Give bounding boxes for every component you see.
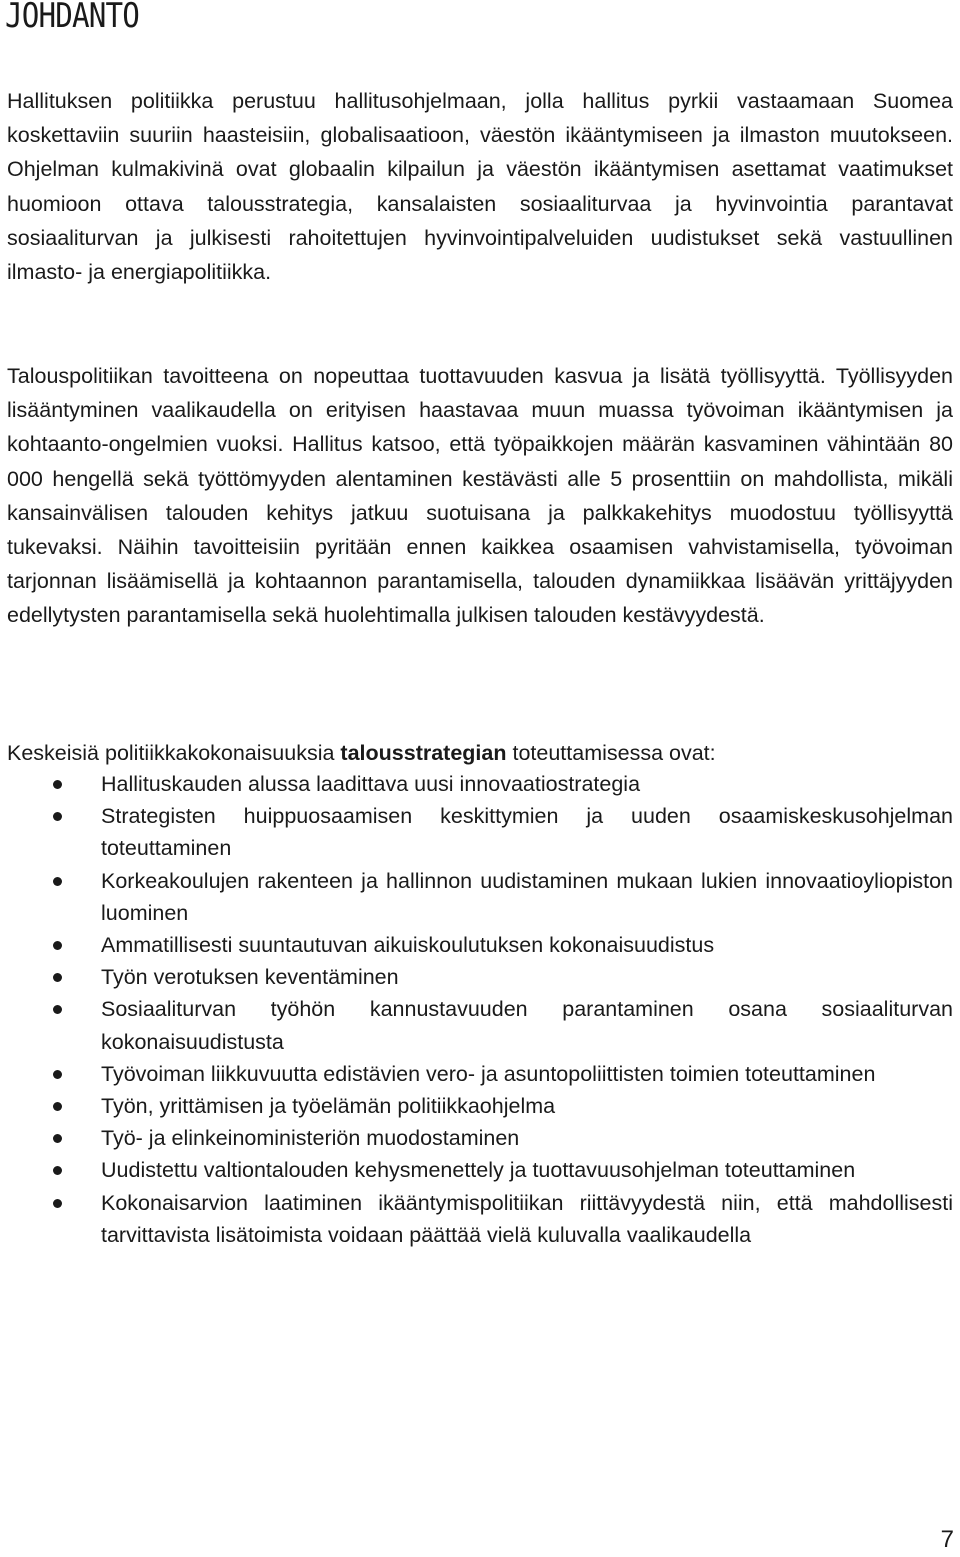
list-item-text: Hallituskauden alussa laadittava uusi innovaatiostrategia <box>101 772 641 796</box>
policy-bullet-list <box>0 768 960 1251</box>
list-item-text: Työ- ja elinkeinoministeriön muodostaminen <box>101 1126 520 1151</box>
list-item-text: Työvoiman liikkuvuutta edistävien vero- ja asuntopoliittisten toimien toteuttaminen <box>101 1061 876 1086</box>
list-intro-text-before: Keskeisiä politiikkakokonaisuuksia <box>7 741 341 765</box>
bullet-icon <box>53 1134 62 1143</box>
list-item <box>0 1154 953 1186</box>
bullet-icon <box>53 780 62 789</box>
page-heading: JOHDANTO <box>5 0 139 36</box>
paragraph-intro: Hallituksen politiikka perustuu hallitusohjelmaan, jolla hallitus pyrkii vastaamaan Suomea koskettaviin suuriin haasteisiin, globalisaatioon, väestön ikääntymiseen ja ilmaston muutokseen. Ohjelman kulmakivinä ovat globaalin kilpailun ja väestön ikääntymisen asettamat vaatimukset huomioon ottava talousstrategia, kansalaisten sosiaaliturvaa ja hyvinvointia parantavat sosiaaliturvan ja julkisesti rahoitettujen hyvinvointipalveluiden uudistukset sekä vastuullinen ilmasto- ja energiapolitiikka. <box>7 89 953 285</box>
list-item <box>0 1122 953 1154</box>
list-item-text: Työn, yrittämisen ja työelämän politiikkaohjelma <box>101 1094 556 1119</box>
list-item-text: Työn verotuksen keventäminen <box>101 965 399 990</box>
bullet-icon <box>53 877 62 886</box>
paragraph-economic-policy: Talouspolitiikan tavoitteena on nopeuttaa tuottavuuden kasvua ja lisätä työllisyyttä. Työllisyyden lisääntyminen vaalikaudella on erityisen haastavaa muun muassa työvoiman ikääntymisen ja kohtaanto-ongelmien vuoksi. Hallitus katsoo, että työpaikkojen määrän kasvaminen vähintään 80 000 hengellä sekä työttömyyden alentaminen kestävästi alle 5 prosenttiin on mahdollista, mikäli kansainvälisen talouden kehitys jatkuu suotuisana ja palkkakehitys muodostuu työllisyyttä tukevaksi. Näihin tavoitteisiin pyritään ennen kaikkea osaamisen vahvistamisella, työvoiman tarjonnan lisäämisellä ja kohtaannon parantamisella, talouden dynamiikkaa lisäävän yrittäjyyden edellytysten parantamisella sekä huolehtimalla julkisen talouden kestävyydestä. <box>7 364 953 628</box>
bullet-icon <box>53 1199 62 1208</box>
bullet-icon <box>53 973 62 982</box>
list-item-text: Korkeakoulujen rakenteen ja hallinnon uudistaminen mukaan lukien innovaatioyliopiston luominen <box>101 868 953 925</box>
bullet-icon <box>53 1070 62 1079</box>
list-item-text: Strategisten huippuosaamisen keskittymien ja uuden osaamiskeskusohjelman toteuttaminen <box>101 804 953 861</box>
bullet-icon <box>53 1166 62 1175</box>
list-item <box>0 1058 953 1090</box>
list-item-text: Kokonaisarvion laatiminen ikääntymispolitiikan riittävyydestä niin, että mahdollisesti tarvittavista lisätoimista voidaan päättää vielä kuluvalla vaalikaudella <box>101 1190 953 1247</box>
list-intro <box>7 736 953 770</box>
list-intro-text-after: toteuttamisessa ovat: <box>506 741 716 765</box>
bullet-icon <box>53 812 62 821</box>
list-item <box>0 993 953 1057</box>
bullet-icon <box>53 941 62 950</box>
list-item <box>0 865 953 929</box>
list-item <box>0 768 953 800</box>
list-intro-emphasis: talousstrategian <box>340 741 507 765</box>
list-item <box>0 929 953 961</box>
list-item-text: Ammatillisesti suuntautuvan aikuiskoulutuksen kokonaisuudistus <box>101 933 715 958</box>
page-number: 7 <box>940 1526 954 1553</box>
bullet-icon <box>53 1005 62 1014</box>
bullet-icon <box>53 1102 62 1111</box>
list-item-text: Uudistettu valtiontalouden kehysmenettely ja tuottavuusohjelman toteuttaminen <box>101 1158 856 1183</box>
list-item <box>0 961 953 993</box>
list-item <box>0 800 953 864</box>
list-item <box>0 1187 953 1251</box>
list-item <box>0 1090 953 1122</box>
list-item-text: Sosiaaliturvan työhön kannustavuuden parantaminen osana sosiaaliturvan kokonaisuudistusta <box>101 997 953 1054</box>
